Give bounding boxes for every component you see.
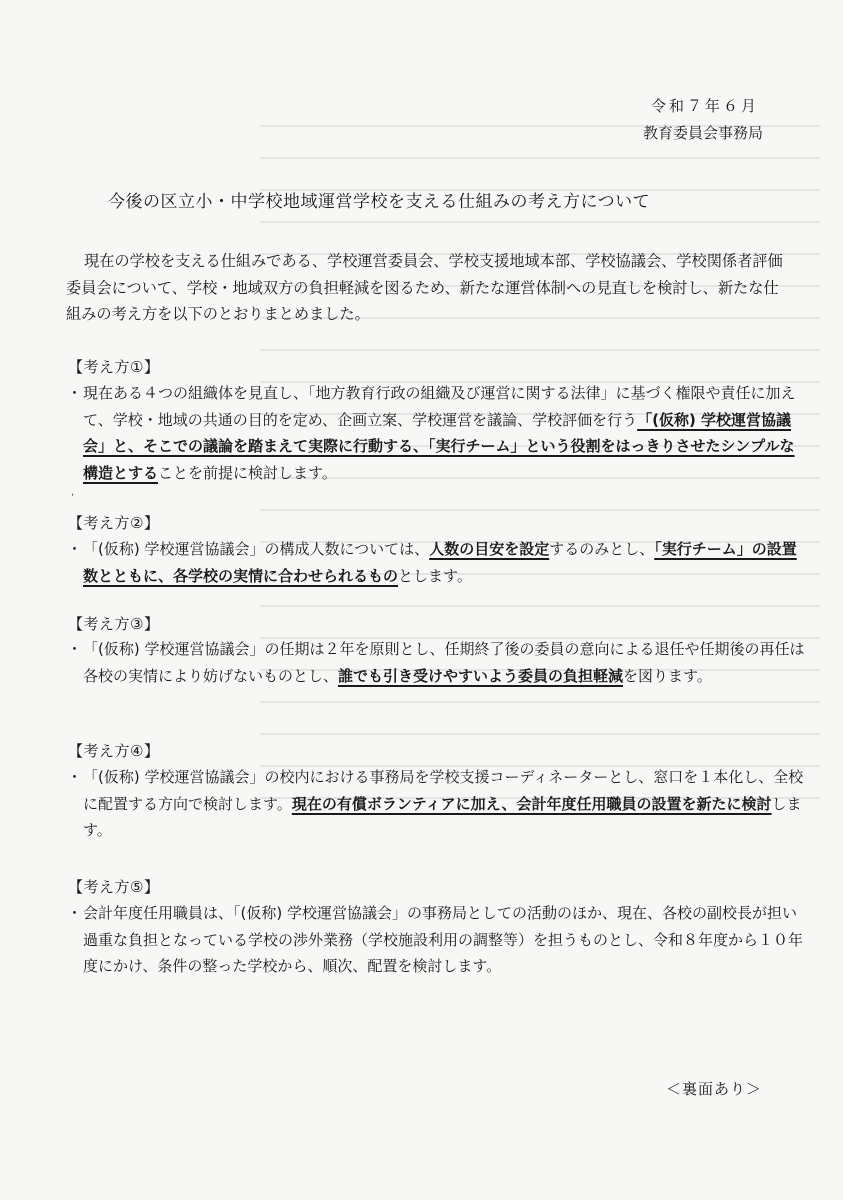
bullet-marker: ・	[66, 540, 82, 558]
section-5-body	[66, 900, 807, 980]
section-5-heading: 【考え方⑤】	[68, 878, 160, 896]
section-2-heading: 【考え方②】	[68, 514, 160, 532]
bullet-marker: ・	[66, 768, 82, 786]
section-2-emphasis-b: 「実行チーム」の設置数とともに、各学校の実情に合わせられるもの	[83, 540, 797, 585]
section-1-emphasis: 「(仮称) 学校運営協議会」と、そこでの議論を踏まえて実際に行動する、「実行チーム」という役割をはっきりさせたシンプルな構造とする	[83, 410, 795, 482]
document-title: 今後の区立小・中学校地域運営学校を支える仕組みの考え方について	[108, 192, 651, 212]
section-3-text-a: 「(仮称) 学校運営協議会」の任期は２年を原則とし、任期終了後の委員の意向による退任や任期後の再任は各校の実情により妨げないものとし、	[83, 640, 805, 685]
section-1-heading: 【考え方①】	[68, 358, 160, 376]
section-2-text-b: するのみとし、	[549, 540, 655, 558]
section-4-text-a: 「(仮称) 学校運営協議会」の校内における事務局を学校支援コーディネーターとし、窓口を１本化し、全校に配置する方向で検討します。	[83, 768, 804, 813]
section-3-emphasis: 誰でも引き受けやすいよう委員の負担軽減	[338, 666, 624, 685]
bullet-marker: ・	[66, 640, 82, 658]
bleed-through-texture	[260, 125, 820, 865]
bullet-marker: ・	[66, 904, 82, 922]
section-3-heading: 【考え方③】	[68, 615, 160, 633]
bullet-marker: ・	[66, 384, 82, 402]
section-2-body	[66, 536, 807, 589]
section-5-text: 会計年度任用職員は、「(仮称) 学校運営協議会」の事務局としての活動のほか、現在、各校の副校長が担い過重な負担となっている学校の渉外業務（学校施設利用の調整等）を担うものとし、令和８年度から１０年度にかけ、条件の整った学校から、順次、配置を検討します。	[83, 904, 804, 975]
section-1-text-b: ことを前提に検討します。	[158, 463, 337, 482]
section-4-heading: 【考え方④】	[68, 742, 160, 760]
section-1-body	[66, 380, 807, 486]
section-3-text-b: を図ります。	[623, 666, 712, 685]
section-3-body	[66, 636, 807, 689]
section-4-text-b: します。	[83, 794, 802, 839]
section-4-emphasis: 現在の有償ボランティアに加え、会計年度任用職員の設置を新たに検討	[291, 794, 772, 813]
section-2-text-c: とします。	[398, 566, 472, 585]
intro-paragraph: 現在の学校を支える仕組みである、学校運営委員会、学校支援地域本部、学校協議会、学校関係者評価委員会について、学校・地域双方の負担軽減を図るため、新たな運営体制への見直しを検討し、新たな仕組みの考え方を以下のとおりまとめました。	[66, 252, 783, 323]
section-2-text-a: 「(仮称) 学校運営協議会」の構成人数については、	[83, 540, 430, 558]
issuing-organization: 教育委員会事務局	[642, 124, 763, 142]
section-2-emphasis-a: 人数の目安を設定	[429, 540, 550, 558]
section-1-text-a: 現在ある４つの組織体を見直し、「地方教育行政の組織及び運営に関する法律」に基づく権限や責任に加えて、学校・地域の共通の目的を定め、企画立案、学校運営を議論、学校評価を行う	[83, 384, 796, 429]
stray-mark: ,	[71, 487, 75, 498]
section-4-body	[66, 764, 807, 844]
reverse-side-note: ＜裏面あり＞	[666, 1080, 763, 1098]
issue-date: 令和７年６月	[650, 97, 759, 115]
